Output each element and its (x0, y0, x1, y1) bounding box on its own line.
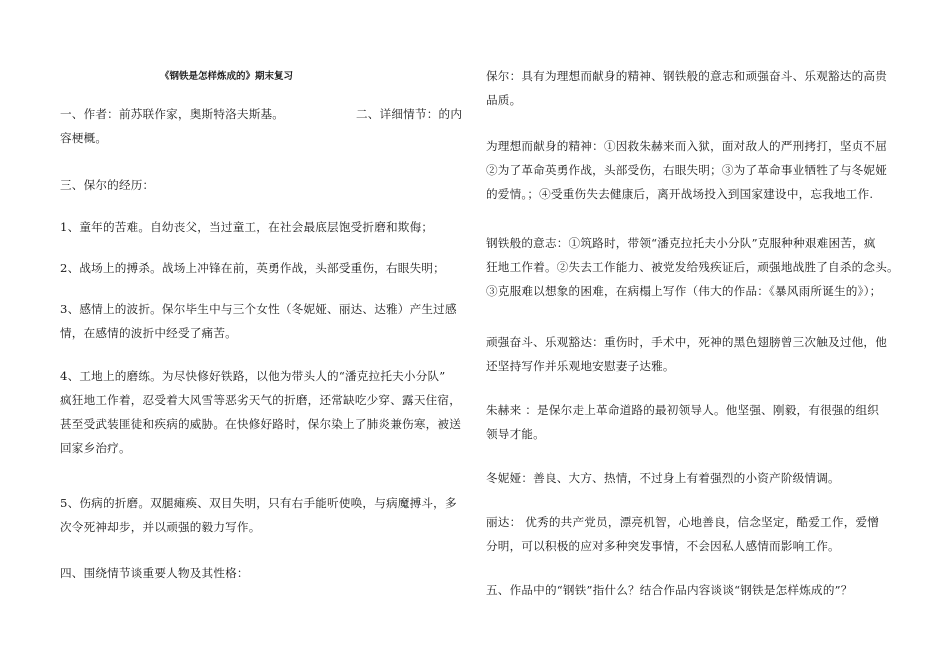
character-rita (486, 510, 906, 558)
experience-4 (60, 364, 470, 460)
paul-summary (486, 64, 906, 112)
page-title: 《钢铁是怎样炼成的》期末复习 (160, 71, 294, 82)
paragraph-line: 顽强奋斗、乐观豁达：重伤时，手术中，死神的黑色翅膀曾三次触及过他，他 (486, 335, 887, 349)
paragraph-line: 次令死神却步，并以顽强的毅力写作。 (60, 520, 261, 534)
experience-5 (60, 491, 470, 539)
paragraph-line: 五、作品中的“钢铁”指什么？结合作品内容谈谈“钢铁是怎样炼成的”？ (486, 583, 853, 597)
paragraph-line: 钢铁般的意志：①筑路时，带领“潘克拉托夫小分队”克服种种艰难困苦，疯 (486, 236, 876, 250)
section-author (60, 102, 470, 150)
paragraph-line: 回家乡治疗。 (60, 441, 131, 455)
section-4-heading: 四、围绕情节谈重要人物及其性格： (60, 566, 249, 580)
experience-2: 2、战场上的搏杀。战场上冲锋在前，英勇作战，头部受重伤，右眼失明； (60, 261, 445, 275)
experience-1: 1、童年的苦难。自幼丧父，当过童工，在社会最底层饱受折磨和欺侮； (60, 220, 434, 234)
paragraph-line: 情，在感情的波折中经受了痛苦。 (60, 326, 237, 340)
paragraph-line: 领导才能。 (486, 427, 545, 441)
paragraph-line: ③克服难以想象的困难，在病榻上写作（伟大的作品：《暴风雨所诞生的》）； (486, 284, 882, 298)
paragraph-line: 3、感情上的波折。保尔毕生中与三个女性（冬妮娅、丽达、达雅）产生过感 (60, 302, 457, 316)
paragraph-line: 的爱情。；④受重伤失去健康后，离开战场投入到国家建设中，忘我地工作. (486, 187, 874, 201)
paragraph-line: 冬妮娅：善良、大方、热情，不过身上有着强烈的小资产阶级情调。 (486, 471, 840, 485)
paragraph-line: 狂地工作着。②失去工作能力、被党发给残疾证后，顽强地战胜了自杀的念头。 (486, 260, 899, 274)
paul-will (486, 231, 906, 303)
paragraph-line: 5、伤病的折磨。双腿瘫痪、双目失明，只有右手能听使唤，与病魔搏斗，多 (60, 496, 457, 510)
paragraph-line: 为理想而献身的精神：①因救朱赫来而入狱，面对敌人的严刑拷打，坚贞不屈 (486, 139, 887, 153)
plot-heading: 二、详细情节：的内 (356, 107, 463, 121)
author-row (60, 102, 470, 126)
plot-heading-tail: 容梗概。 (60, 131, 108, 145)
paragraph-line: 疯狂地工作着，忍受着大风雪等恶劣天气的折磨，还常缺吃少穿、露天住宿， (60, 393, 461, 407)
paragraph-line: 保尔：具有为理想而献身的精神、钢铁般的意志和顽强奋斗、乐观豁达的高贵 (486, 69, 887, 83)
paragraph-line: 还坚持写作并乐观地安慰妻子达雅。 (486, 359, 675, 373)
character-tonya (486, 466, 906, 490)
section-5-question (486, 578, 906, 602)
paul-optimism (486, 330, 906, 378)
paragraph-line: 分明，可以积极的应对多种突发事情，不会因私人感情而影响工作。 (486, 539, 840, 553)
paul-dedication (486, 134, 906, 206)
paragraph-line: 丽达： 优秀的共产党员，漂亮机智，心地善良，信念坚定，酷爱工作，爱憎 (486, 515, 880, 529)
paragraph-line: 品质。 (486, 93, 522, 107)
paragraph-line: 甚至受武装匪徒和疾病的威胁。在快修好路时，保尔染上了肺炎兼伤寒，被送 (60, 417, 461, 431)
experience-3 (60, 297, 470, 345)
section-3-heading: 三、保尔的经历： (60, 178, 155, 192)
paragraph-line: 4、工地上的磨练。为尽快修好铁路，以他为带头人的“潘克拉托夫小分队” (60, 369, 446, 383)
author-text: 一、作者：前苏联作家，奥斯特洛夫斯基。 (60, 107, 285, 121)
character-zhukhrai (486, 398, 906, 446)
paragraph-line: ②为了革命英勇作战，头部受伤，右眼失明；③为了革命事业牺牲了与冬妮娅 (486, 163, 887, 177)
paragraph-line: 朱赫来 ：是保尔走上革命道路的最初领导人。他坚强、刚毅，有很强的组织 (486, 403, 880, 417)
